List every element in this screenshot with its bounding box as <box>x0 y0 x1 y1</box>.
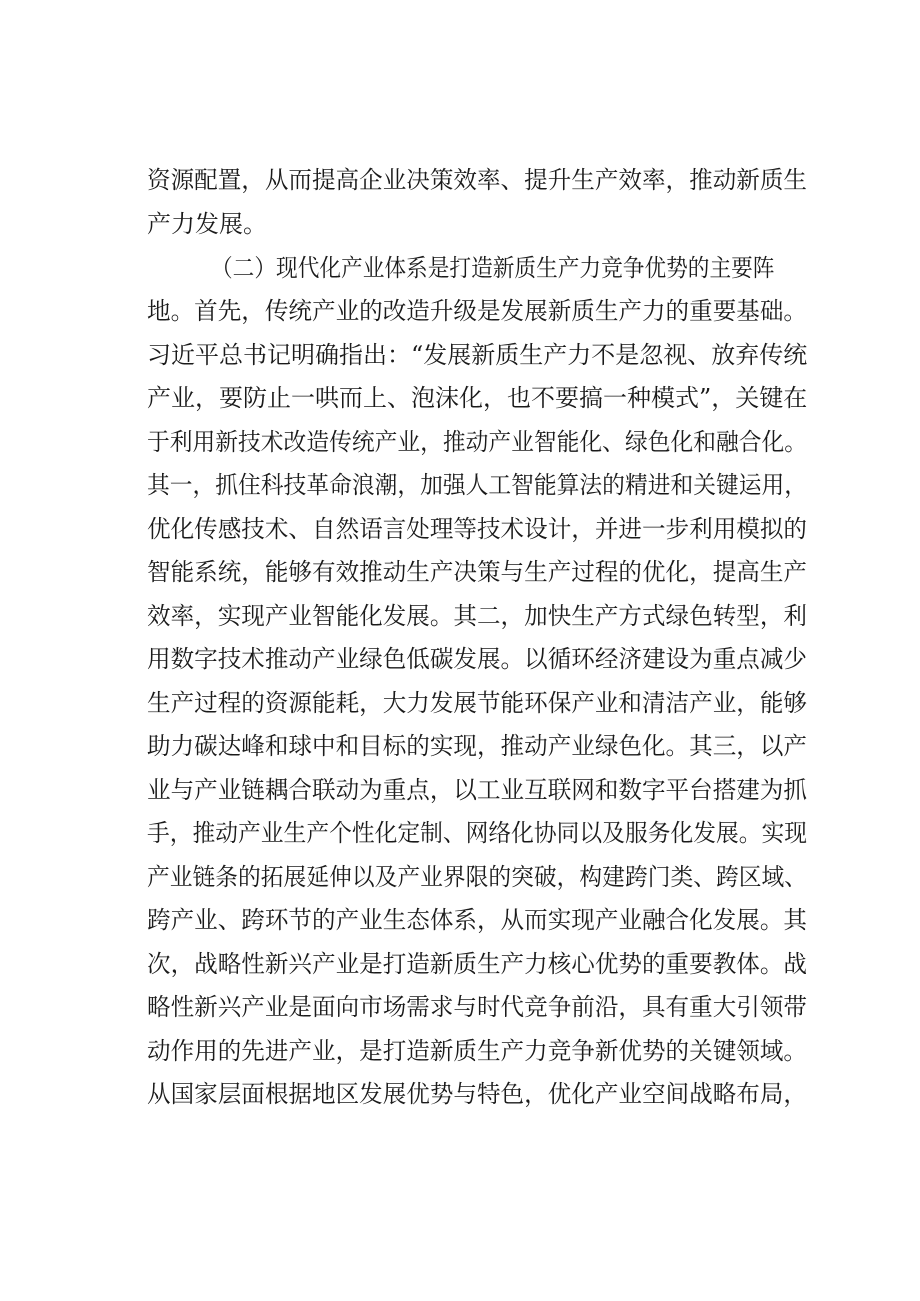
text-line-15: 业与产业链耦合联动为重点，以工业互联网和数字平台搭建为抓 <box>147 776 807 804</box>
text-line-10: 智能系统，能够有效推动生产决策与生产过程的优化，提高生产 <box>147 558 807 586</box>
text-line-11: 效率，实现产业智能化发展。其二，加快生产方式绿色转型，利 <box>147 602 807 630</box>
text-line-5: 习近平总书记明确指出：“发展新质生产力不是忽视、放弃传统 <box>147 341 808 369</box>
text-line-16: 手，推动产业生产个性化定制、网络化协同以及服务化发展。实现 <box>147 819 808 847</box>
text-line-2: 产力发展。 <box>147 210 267 238</box>
text-line-4: 地。首先，传统产业的改造升级是发展新质生产力的重要基础。 <box>147 297 807 325</box>
text-line-1: 资源配置，从而提高企业决策效率、提升生产效率，推动新质生 <box>147 166 807 194</box>
text-line-12: 用数字技术推动产业绿色低碳发展。以循环经济建设为重点减少 <box>147 645 807 673</box>
text-line-18: 跨产业、跨环节的产业生态体系，从而实现产业融合化发展。其 <box>147 906 807 934</box>
text-line-13: 生产过程的资源能耗，大力发展节能环保产业和清洁产业，能够 <box>147 689 807 717</box>
text-line-19: 次，战略性新兴产业是打造新质生产力核心优势的重要教体。战 <box>147 950 807 978</box>
text-line-21: 动作用的先进产业，是打造新质生产力竞争新优势的关键领域。 <box>147 1037 807 1065</box>
text-line-17: 产业链条的拓展延伸以及产业界限的突破，构建跨门类、跨区域、 <box>147 863 808 891</box>
text-line-7: 于利用新技术改造传统产业，推动产业智能化、绿色化和融合化。 <box>147 428 808 456</box>
text-line-9: 优化传感技术、自然语言处理等技术设计，并进一步利用模拟的 <box>147 515 807 543</box>
section-heading-line: （二）现代化产业体系是打造新质生产力竞争优势的主要阵 <box>211 254 775 282</box>
text-line-8: 其一，抓住科技革命浪潮，加强人工智能算法的精进和关键运用， <box>147 471 808 499</box>
text-line-22: 从国家层面根据地区发展优势与特色，优化产业空间战略布局， <box>147 1080 807 1108</box>
text-line-14: 助力碳达峰和球中和目标的实现，推动产业绿色化。其三，以产 <box>147 732 807 760</box>
text-line-20: 略性新兴产业是面向市场需求与时代竞争前沿，具有重大引领带 <box>147 993 807 1021</box>
text-line-6: 产业，要防止一哄而上、泡沫化，也不要搞一种模式”，关键在 <box>147 384 808 412</box>
